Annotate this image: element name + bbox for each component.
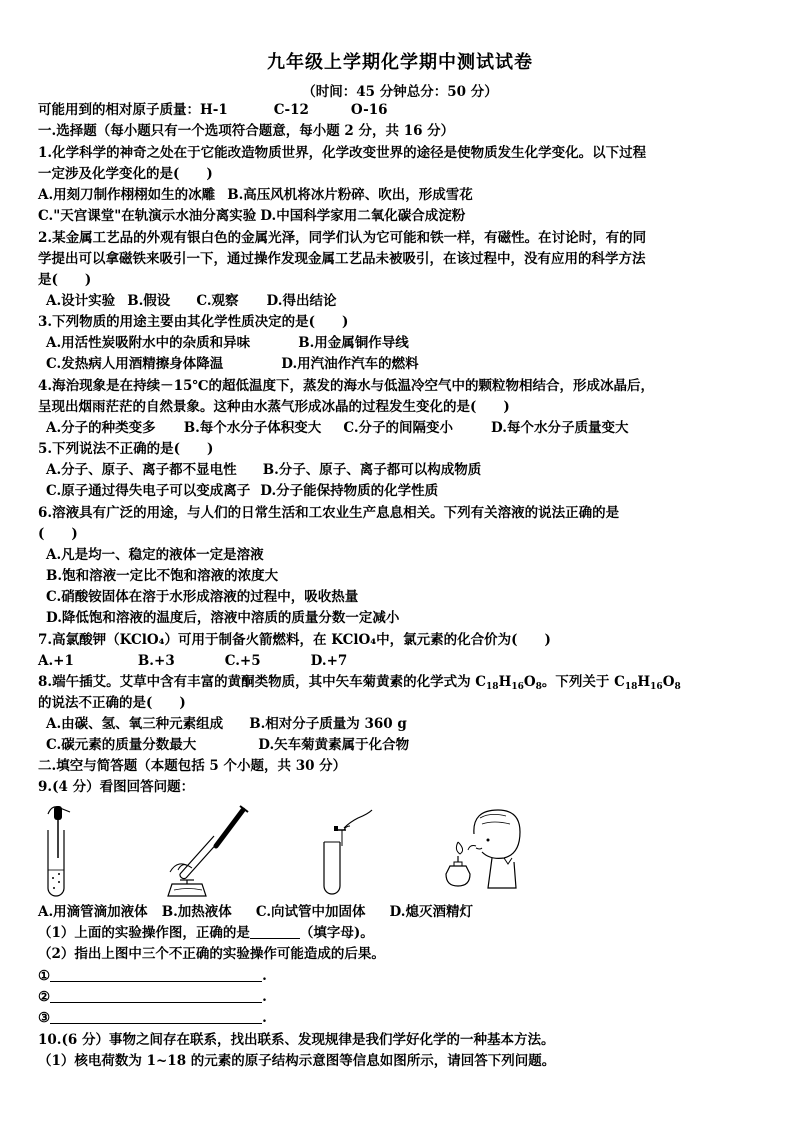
q8-option-b: B.相对分子质量为 360 g xyxy=(249,716,407,732)
q6-stem-line1: 6.溶液具有广泛的用途，与人们的日常生活和工农业生产息息相关。下列有关溶液的说法正确的是 xyxy=(38,505,620,521)
answer-line-3: ③ . xyxy=(38,1010,267,1026)
q5-option-b: B.分子、原子、离子都可以构成物质 xyxy=(262,462,482,478)
figure-a-dropper xyxy=(40,800,90,900)
q7-option-a: A.+1 xyxy=(38,653,74,669)
q2-option-b: B.假设 xyxy=(127,293,171,309)
q9-sub1-text: （1）上面的实验操作图，正确的是 xyxy=(38,925,250,941)
answer-blank-1[interactable] xyxy=(250,924,300,939)
blank-marker-2: ② xyxy=(38,989,51,1005)
q1-option-a: A.用刻刀制作栩栩如生的冰雕 xyxy=(38,187,216,203)
q8-option-d: D.矢车菊黄素属于化合物 xyxy=(258,737,410,753)
formula-sub-o: 8 xyxy=(535,682,542,692)
answer-blank-line-3[interactable] xyxy=(50,1009,262,1024)
q9-sub1-tail: （填字母)。 xyxy=(299,925,374,941)
q6-stem-line2: ( ) xyxy=(38,526,78,542)
q7-option-b: B.+3 xyxy=(137,653,175,669)
q4-stem-line1: 4.海治现象是在持续－15℃的超低温度下，蒸发的海水与低温冷空气中的颗粒物相结合，形成冰晶后， xyxy=(38,378,655,394)
q2-options xyxy=(46,291,336,311)
formula-sub-c: 18 xyxy=(486,682,499,692)
q9-sub1 xyxy=(38,923,374,943)
q4-option-d: D.每个水分子质量变大 xyxy=(491,420,629,436)
blank-marker-3: ③ xyxy=(38,1010,51,1026)
formula-sub-c-2: 18 xyxy=(624,682,638,692)
q1-options-ab xyxy=(38,185,473,205)
figure-b-heating xyxy=(158,800,258,900)
q5-options-cd xyxy=(46,481,438,501)
q7-option-d: D.+7 xyxy=(310,653,348,669)
caption-d: D.熄灭酒精灯 xyxy=(389,904,473,920)
q9-stem: 9.(4 分）看图回答问题： xyxy=(38,779,195,795)
section1-heading: 一.选择题（每小题只有一个选项符合题意，每小题 2 分，共 16 分） xyxy=(38,123,455,139)
q1-option-b: B.高压风机将冰片粉碎、吹出，形成雪花 xyxy=(227,187,473,203)
blank-marker-1: ① xyxy=(38,968,51,984)
q5-option-c: C.原子通过得失电子可以变成离子 xyxy=(46,483,251,499)
q7-stem: 7.高氯酸钾（KClO₄）可用于制备火箭燃料，在 KClO₄中，氯元素的化合价为( ) xyxy=(38,632,551,648)
q3-options-cd xyxy=(46,354,419,374)
q9-sub2: （2）指出上图中三个不正确的实验操作可能造成的后果。 xyxy=(38,946,385,962)
q8-option-a: A.由碳、氢、氧三种元素组成 xyxy=(46,716,224,732)
q2-stem-line1: 2.某金属工艺品的外观有银白色的金属光泽，同学们认为它可能和铁一样，有磁性。在讨论时，有的同 xyxy=(38,230,647,246)
answer-line-1: ① . xyxy=(38,968,267,984)
q7-options xyxy=(38,651,347,671)
q4-option-c: C.分子的间隔变小 xyxy=(343,420,454,436)
q4-option-a: A.分子的种类变多 xyxy=(46,420,156,436)
q8-stem-line2: 的说法不正确的是( ) xyxy=(38,695,186,711)
q5-options-ab xyxy=(46,460,481,480)
q8-option-c: C.碳元素的质量分数最大 xyxy=(46,737,197,753)
atomic-mass-label: 可能用到的相对原子质量： xyxy=(38,102,200,118)
atomic-mass-c: C-12 xyxy=(273,102,309,118)
formula-sub-o-2: 8 xyxy=(674,682,681,692)
q10-sub1: （1）核电荷数为 1~18 的元素的原子结构示意图等信息如图所示，请回答下列问题。 xyxy=(38,1053,556,1069)
caption-a: A.用滴管滴加液体 xyxy=(38,904,148,920)
q3-option-b: B.用金属铜作导线 xyxy=(298,335,409,351)
q1-stem-line2: 一定涉及化学变化的是( ) xyxy=(38,166,213,182)
page-subtitle: （时间：45 分钟总分：50 分） xyxy=(302,84,498,100)
q5-stem: 5.下列说法不正确的是( ) xyxy=(38,441,214,457)
q3-option-d: D.用汽油作汽车的燃料 xyxy=(281,356,419,372)
q6-option-a: A.凡是均一、稳定的液体一定是溶液 xyxy=(46,547,264,563)
atomic-mass-line xyxy=(38,100,388,120)
q4-option-b: B.每个水分子体积变大 xyxy=(183,420,322,436)
page-title: 九年级上学期化学期中测试试卷 xyxy=(267,52,533,73)
q7-option-c: C.+5 xyxy=(224,653,261,669)
q3-option-a: A.用活性炭吸附水中的杂质和异味 xyxy=(46,335,251,351)
q3-options-ab xyxy=(46,333,409,353)
answer-blank-line-1[interactable] xyxy=(50,967,262,982)
q8-stem-text: 8.端午插艾。艾草中含有丰富的黄酮类物质，其中矢车菊黄素的化学式为 C xyxy=(38,674,487,690)
q2-stem-line2: 学提出可以拿磁铁来吸引一下，通过操作发现金属工艺品未被吸引，在该过程中，没有应用的科学方法 xyxy=(38,251,646,267)
q6-option-d: D.降低饱和溶液的温度后，溶液中溶质的质量分数一定减小 xyxy=(46,610,400,626)
figure-c-adding-solid xyxy=(306,806,386,896)
q8-stem-text-mid: 。下列关于 C xyxy=(541,674,625,690)
q5-option-a: A.分子、原子、离子都不显电性 xyxy=(46,462,237,478)
q4-stem-line2: 呈现出烟雨茫茫的自然景象。这种由水蒸气形成冰晶的过程发生变化的是( ) xyxy=(38,399,510,415)
q10-stem: 10.(6 分）事物之间存在联系，找出联系、发现规律是我们学好化学的一种基本方法。 xyxy=(38,1032,555,1048)
q6-option-b: B.饱和溶液一定比不饱和溶液的浓度大 xyxy=(46,568,279,584)
caption-c: C.向试管中加固体 xyxy=(255,904,366,920)
answer-blank-line-2[interactable] xyxy=(50,988,262,1003)
q9-captions xyxy=(38,902,473,922)
section2-heading: 二.填空与简答题（本题包括 5 个小题，共 30 分） xyxy=(38,758,347,774)
q3-stem: 3.下列物质的用途主要由其化学性质决定的是( ) xyxy=(38,314,349,330)
atomic-mass-o: O-16 xyxy=(350,102,388,118)
q1-options-cd xyxy=(38,206,465,226)
answer-line-2: ② . xyxy=(38,989,267,1005)
q2-option-c: C.观察 xyxy=(196,293,239,309)
q2-option-d: D.得出结论 xyxy=(266,293,337,309)
q1-option-d: D.中国科学家用二氧化碳合成淀粉 xyxy=(260,208,466,224)
q5-option-d: D.分子能保持物质的化学性质 xyxy=(260,483,439,499)
q6-option-c: C.硝酸铵固体在溶于水形成溶液的过程中，吸收热量 xyxy=(46,589,359,605)
q1-option-c: C."天宫课堂"在轨演示水油分离实验 xyxy=(38,208,257,224)
q4-options xyxy=(46,418,628,438)
atomic-mass-h: H-1 xyxy=(200,102,228,118)
figure-d-extinguish-lamp xyxy=(436,804,536,894)
formula-sub-h-2: 16 xyxy=(650,682,663,692)
q3-option-c: C.发热病人用酒精擦身体降温 xyxy=(46,356,224,372)
q2-option-a: A.设计实验 xyxy=(46,293,116,309)
q8-stem-line1: 8.端午插艾。艾草中含有丰富的黄酮类物质，其中矢车菊黄素的化学式为 $C_{18}H_{16}O_8$。下列关于 $C_{18}H_{16}O_8$ xyxy=(38,674,681,692)
q1-stem-line1: 1.化学科学的神奇之处在于它能改造物质世界，化学改变世界的途径是使物质发生化学变化。以下过程 xyxy=(38,145,647,161)
q8-options-ab xyxy=(46,714,407,734)
caption-b: B.加热液体 xyxy=(161,904,232,920)
formula-sub-h: 16 xyxy=(511,682,524,692)
q8-options-cd xyxy=(46,735,409,755)
q2-stem-line3: 是( ) xyxy=(38,272,92,288)
